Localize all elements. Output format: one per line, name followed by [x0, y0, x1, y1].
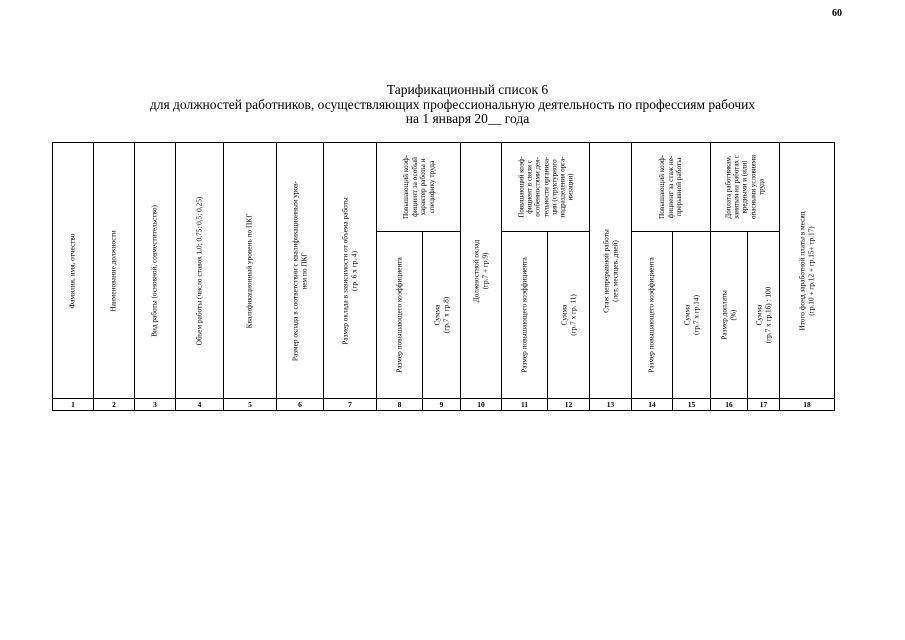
col-2-header: [94, 143, 135, 399]
column-number: 17: [748, 399, 780, 411]
col-14-header: [632, 232, 673, 399]
col-13-line-1: Стаж непрерывной работы: [600, 228, 610, 313]
group-11-12-line-7: низации): [566, 173, 575, 201]
group-11-12-label: [517, 156, 574, 217]
col-1-header: [53, 143, 94, 399]
col-10-line-2: (гр.7 + гр.9): [480, 252, 489, 289]
col-13-header: [590, 143, 632, 399]
column-number: 1: [53, 399, 94, 411]
col-18-label: [798, 211, 815, 330]
column-number: 3: [135, 399, 176, 411]
column-number: 13: [590, 399, 632, 411]
group-16-17-label: [724, 155, 765, 219]
group-11-12-line-2: фициент в связи с: [524, 160, 533, 214]
group-11-12-header: [502, 143, 590, 232]
column-number: 4: [176, 399, 224, 411]
group-11-12-line-1: Повышающий коэф-: [516, 156, 525, 218]
col-11-header: [502, 232, 548, 399]
col-7-line-2: (гр. 6 х гр. 4): [349, 250, 358, 291]
group-14-15-header: [632, 143, 711, 232]
col-7-label: [341, 197, 358, 344]
col-13-line-2: (лет, месяцев, дней): [609, 239, 619, 302]
col-15-header: [673, 232, 711, 399]
col-12-header: [548, 232, 590, 399]
group-14-15-line-2: фициент за стаж не-: [665, 155, 675, 219]
col-6-label: [291, 180, 308, 360]
col-12-line-1: Сумма: [558, 304, 568, 326]
col-7-line-1: Размер оклада в зависимости от объема работы: [340, 196, 350, 345]
group-16-17-header: [711, 143, 780, 232]
group-16-17-line-1: Доплата работникам,: [724, 155, 733, 219]
col-9-line-1: Сумма: [431, 304, 441, 326]
col-10-label: [472, 239, 489, 301]
group-8-9-line-4: специфику труда: [426, 160, 436, 214]
col-5-header: [224, 143, 277, 399]
group-8-9-line-1: Повышающий коэф-: [400, 155, 410, 219]
group-14-15-line-3: прерывной работы: [674, 157, 684, 217]
col-8-header: [377, 232, 423, 399]
column-number: 14: [632, 399, 673, 411]
column-number: 15: [673, 399, 711, 411]
group-16-17-line-4: опасными условиями: [749, 155, 758, 219]
col-18-header: [780, 143, 835, 399]
col-3-label: Вид работы (основной, совместительство): [149, 204, 159, 337]
group-11-12-line-5: ции (структурного: [549, 159, 558, 215]
col-16-label: [720, 290, 737, 339]
col-6-header: [277, 143, 324, 399]
col-16-header: [711, 232, 748, 399]
col-2-label: Наименование должности: [108, 229, 118, 312]
column-number-row: [53, 399, 835, 411]
column-number: 16: [711, 399, 748, 411]
col-17-line-1: Сумма: [753, 304, 763, 326]
tariff-table: [52, 142, 835, 411]
group-11-12-line-4: тельности организа-: [541, 156, 550, 218]
col-9-header: [423, 232, 461, 399]
title-line-2: для должностей работников, осуществляющих профессиональную деятельность по профессиям рабочих: [149, 96, 756, 112]
group-8-9-label: [401, 155, 435, 219]
group-14-15-line-1: Повышающий коэф-: [657, 155, 667, 219]
col-18-line-2: (гр.10 + гр.12 + гр.15+ гр.17): [806, 225, 815, 316]
document-title: [0, 83, 905, 127]
group-11-12-line-3: особенностями дея-: [533, 157, 542, 217]
column-number: 8: [377, 399, 423, 411]
title-line-1: Тарификационный список 6: [386, 82, 549, 97]
column-number: 9: [423, 399, 461, 411]
col-15-line-1: Сумма: [681, 304, 691, 326]
col-1-label: Фамилия, имя, отчество: [67, 233, 77, 308]
header-row-1: [53, 143, 835, 232]
col-16-line-2: (%): [728, 309, 737, 321]
col-8-label: Размер повышающего коэффициента: [394, 257, 404, 373]
col-9-label: [433, 297, 450, 333]
column-number: 10: [461, 399, 502, 411]
col-15-line-2: (гр.7 х гр.14): [690, 294, 700, 336]
column-number: 18: [780, 399, 835, 411]
col-17-line-2: (гр.7 х гр.16) : 100: [762, 286, 772, 344]
group-8-9-header: [377, 143, 461, 232]
col-7-header: [324, 143, 377, 399]
col-4-header: [176, 143, 224, 399]
col-17-label: [755, 287, 772, 344]
column-number: 2: [94, 399, 135, 411]
col-10-line-1: Должностной оклад: [471, 239, 481, 302]
col-5-label: Квалификационный уровень по ПКГ: [244, 213, 254, 328]
col-11-label: Размер повышающего коэффициента: [519, 257, 529, 373]
col-15-label: [683, 295, 700, 335]
column-number: 12: [548, 399, 590, 411]
group-16-17-line-3: вредными и (или): [740, 160, 749, 214]
col-10-header: [461, 143, 502, 399]
col-9-line-2: (гр.7 х гр.8): [440, 296, 450, 334]
group-8-9-line-3: характер работы и: [417, 158, 427, 216]
group-14-15-label: [658, 155, 684, 219]
col-6-line-2: нем по ПКГ: [299, 251, 308, 290]
group-16-17-line-5: труда: [757, 178, 766, 196]
col-16-line-1: Размер доплаты: [719, 290, 729, 340]
group-8-9-line-2: фициент за особый: [408, 157, 418, 217]
title-line-3: на 1 января 20__ года: [405, 111, 530, 126]
col-17-header: [748, 232, 780, 399]
column-number: 7: [324, 399, 377, 411]
col-4-label: Объем работы (число ставок 1,0; 0,75; 0,5; 0,25): [194, 196, 204, 345]
column-number: 11: [502, 399, 548, 411]
col-12-label: [560, 294, 577, 336]
col-18-line-1: Итого фонд заработной платы в месяц: [797, 210, 807, 331]
group-11-12-line-6: подразделения орга-: [557, 156, 566, 218]
col-13-label: [602, 229, 619, 313]
col-12-line-2: (гр.7 х гр. 11): [567, 294, 577, 336]
column-number: 5: [224, 399, 277, 411]
col-14-label: Размер повышающего коэффициента: [646, 257, 656, 373]
col-6-line-1: Размер оклада в соответствии с квалификационным уров-: [290, 180, 300, 361]
col-3-header: [135, 143, 176, 399]
page-number: 60: [832, 8, 842, 19]
group-16-17-line-2: занятым на работах с: [732, 155, 741, 219]
column-number: 6: [277, 399, 324, 411]
